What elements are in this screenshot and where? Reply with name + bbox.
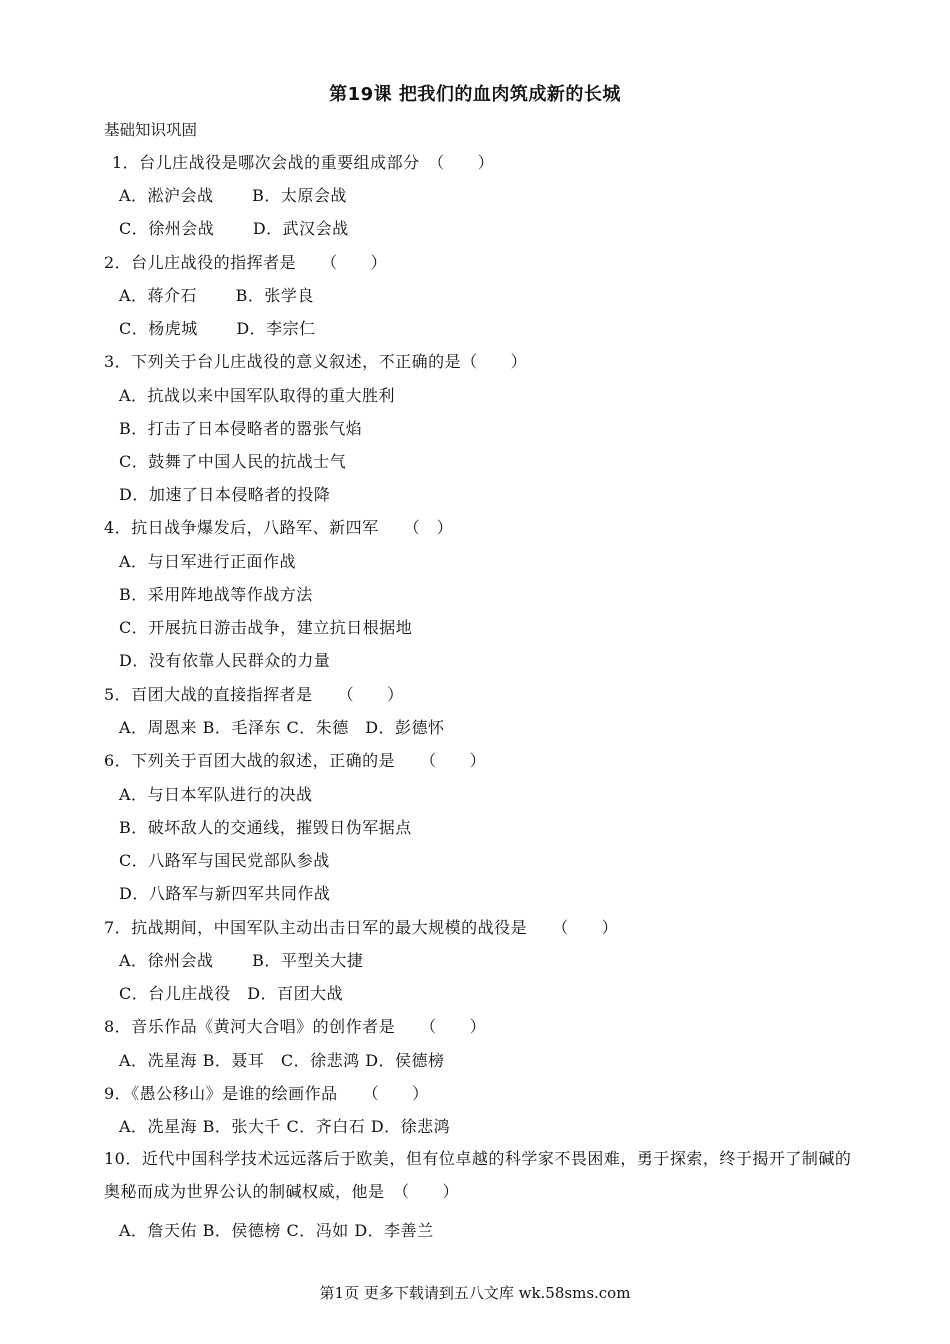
question-7-option-row-1: A．徐州会战 B．平型关大捷 [119,951,364,970]
question-2-stem: 2．台儿庄战役的指挥者是 （ ） [104,253,388,272]
page-title: 第19课 把我们的血肉筑成新的长城 [329,84,621,105]
question-10-options: A．詹天佑 B．侯德榜 C．冯如 D．李善兰 [119,1221,434,1240]
section-heading: 基础知识巩固 [104,121,198,139]
question-3-option-a: A．抗战以来中国军队取得的重大胜利 [119,386,396,405]
question-4-option-d: D．没有依靠人民群众的力量 [119,651,331,670]
question-1-option-row-2: C．徐州会战 D．武汉会战 [119,219,349,238]
question-5-stem: 5．百团大战的直接指挥者是 （ ） [104,685,404,704]
question-8-stem: 8．音乐作品《黄河大合唱》的创作者是 （ ） [104,1017,487,1036]
question-9-options: A．冼星海 B．张大千 C．齐白石 D．徐悲鸿 [119,1117,451,1136]
question-6-option-c: C．八路军与国民党部队参战 [119,851,330,870]
question-6-stem: 6．下列关于百团大战的叙述，正确的是 （ ） [104,751,487,770]
question-6-option-d: D．八路军与新四军共同作战 [119,884,331,903]
question-1-stem: 1．台儿庄战役是哪次会战的重要组成部分 （ ） [112,153,495,172]
question-3-option-b: B．打击了日本侵略者的嚣张气焰 [119,419,363,438]
question-7-stem: 7．抗战期间，中国军队主动出击日军的最大规模的战役是 （ ） [104,918,619,937]
question-9-stem: 9．《愚公移山》是谁的绘画作品 （ ） [104,1084,429,1103]
question-1-option-row-1: A．淞沪会战 B．太原会战 [119,186,347,205]
question-7-option-row-2: C．台儿庄战役 D．百团大战 [119,984,344,1003]
question-8-options: A．冼星海 B．聂耳 C．徐悲鸿 D．侯德榜 [119,1051,445,1070]
question-3-option-d: D．加速了日本侵略者的投降 [119,485,331,504]
question-4-option-a: A．与日军进行正面作战 [119,552,297,571]
question-4-stem: 4．抗日战争爆发后，八路军、新四军 （ ） [104,518,454,537]
question-3-stem: 3．下列关于台儿庄战役的意义叙述，不正确的是（ ） [104,352,528,371]
question-10-stem: 10．近代中国科学技术远远落后于欧美，但有位卓越的科学家不畏困难，勇于探索，终于揭开了制碱的奥秘而成为世界公认的制碱权威，他是 （ ） [104,1149,852,1201]
question-2-option-row-2: C．杨虎城 D．李宗仁 [119,319,316,338]
question-5-options: A．周恩来 B．毛泽东 C．朱德 D．彭德怀 [119,718,445,737]
question-4-option-c: C．开展抗日游击战争，建立抗日根据地 [119,618,413,637]
page-footer: 第1页 更多下载请到五八文库 wk.58sms.com [319,1284,631,1302]
question-3-option-c: C．鼓舞了中国人民的抗战士气 [119,452,347,471]
question-6-option-b: B．破坏敌人的交通线，摧毁日伪军据点 [119,818,412,837]
question-2-option-row-1: A．蒋介石 B．张学良 [119,286,314,305]
question-6-option-a: A．与日本军队进行的决战 [119,785,313,804]
question-4-option-b: B．采用阵地战等作战方法 [119,585,313,604]
